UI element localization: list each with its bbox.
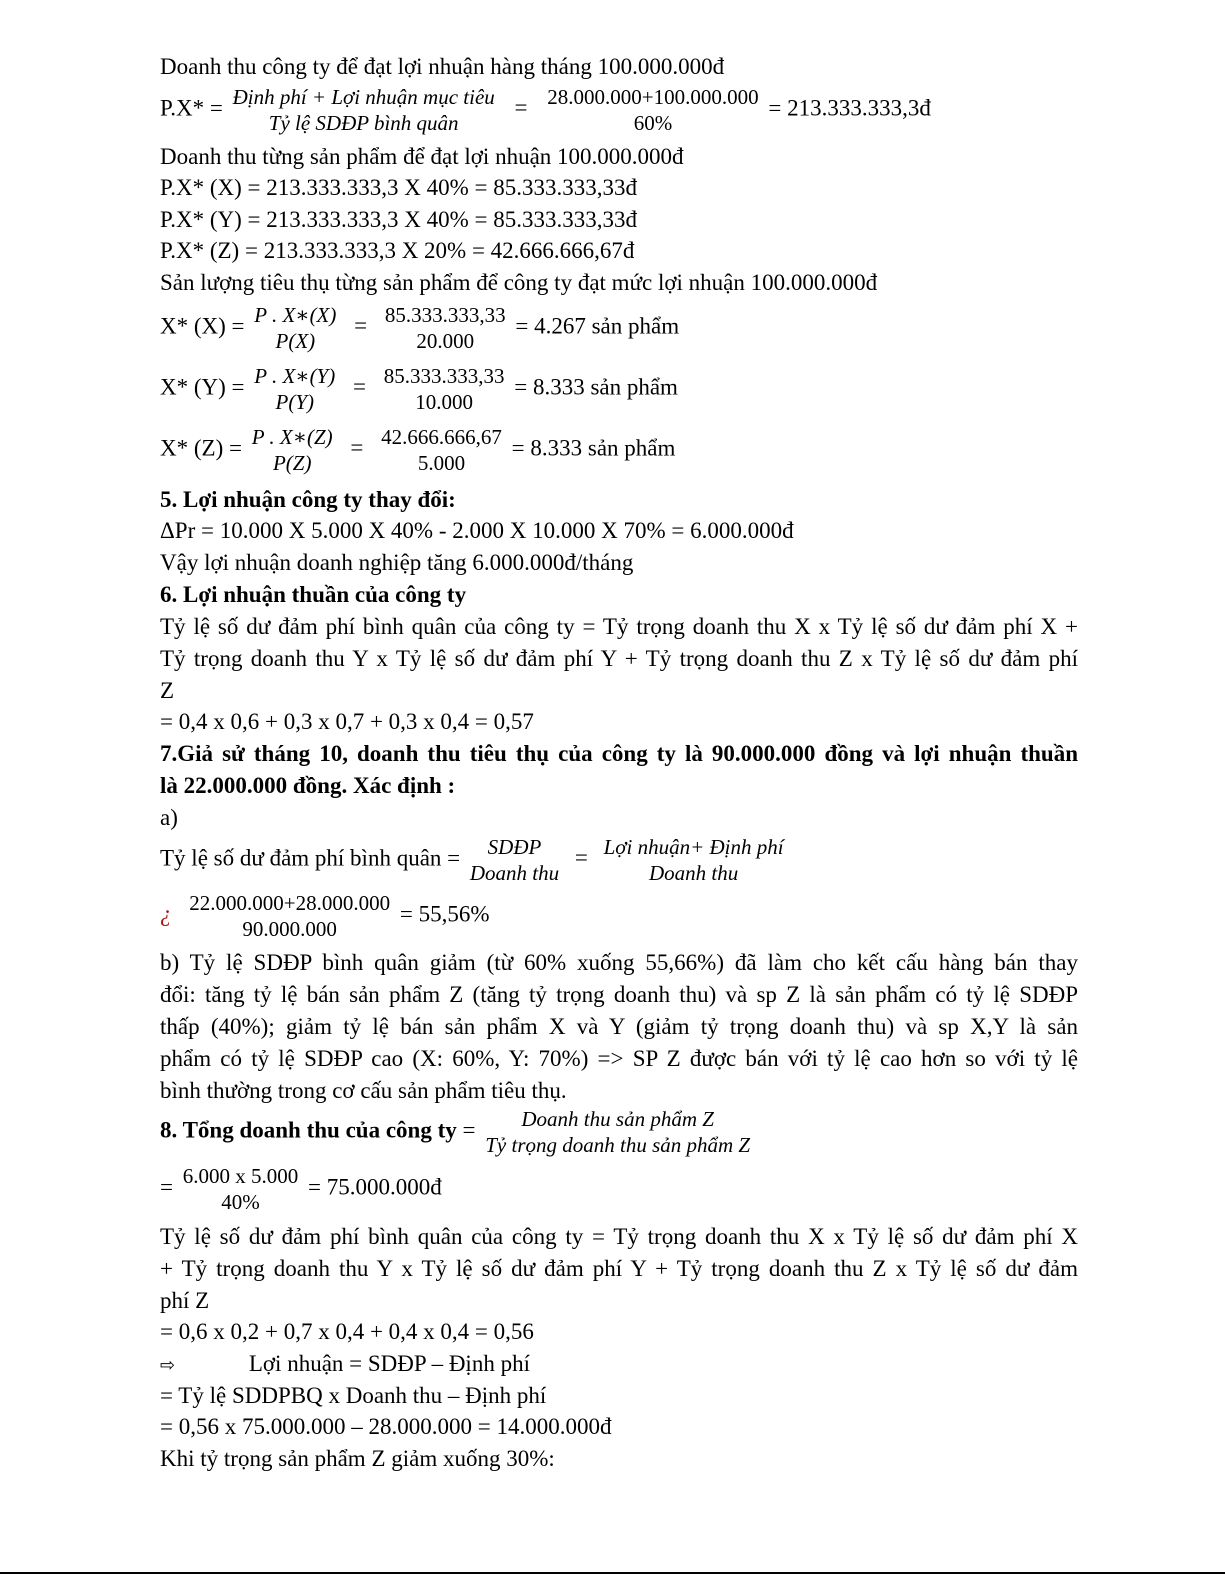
equals-sign: = bbox=[574, 845, 588, 871]
formula-lhs: X* (Z) = bbox=[160, 435, 242, 461]
paragraph-line: Khi tỷ trọng sản phẩm Z giảm xuống 30%: bbox=[160, 1446, 555, 1471]
numerator: SDĐP bbox=[487, 835, 542, 859]
paragraph-line: + Tỷ trọng doanh thu Y x Tỷ lệ số dư đảm phí Y + Tỷ trọng doanh thu Z x Tỷ lệ số dư đảm bbox=[160, 1256, 1078, 1281]
equals-sign: = bbox=[462, 1117, 476, 1143]
formula-lhs: X* (Y) = bbox=[160, 374, 245, 400]
denominator: Doanh thu bbox=[469, 861, 560, 885]
fraction bbox=[547, 84, 758, 136]
formula-quantity-z: X* (Z) = P . X∗(Z) P(Z) = 42.666.666,67 5.000 = 8.333 sản phẩm bbox=[160, 425, 676, 475]
text-line: P.X* (X) = 213.333.333,3 X 40% = 85.333.333,33đ bbox=[160, 175, 637, 200]
text-line: P.X* (Y) = 213.333.333,3 X 40% = 85.333.333,33đ bbox=[160, 207, 637, 232]
paragraph-line: = 0,4 x 0,6 + 0,3 x 0,7 + 0,3 x 0,4 = 0,57 bbox=[160, 709, 534, 734]
text-line: a) bbox=[160, 805, 178, 830]
formula-lhs: Tỷ lệ số dư đảm phí bình quân = bbox=[160, 845, 461, 871]
paragraph-line: phí Z bbox=[160, 1288, 210, 1313]
fraction bbox=[254, 302, 336, 354]
formula-quantity-y: X* (Y) = P . X∗(Y) P(Y) = 85.333.333,33 10.000 = 8.333 sản phẩm bbox=[160, 364, 678, 414]
formula-lhs: P.X* = bbox=[160, 95, 223, 121]
fraction bbox=[385, 302, 506, 354]
section-heading-7: 7.Giả sử tháng 10, doanh thu tiêu thụ của công ty là 90.000.000 đồng và lợi nhuận thuần bbox=[160, 741, 1078, 766]
fraction bbox=[470, 834, 559, 886]
formula-avg-cm-ratio-calc bbox=[160, 890, 489, 942]
formula-result: = 75.000.000đ bbox=[307, 1174, 442, 1200]
numerator: Lợi nhuận+ Định phí bbox=[603, 835, 784, 859]
paragraph-line: Tỷ trọng doanh thu Y x Tỷ lệ số dư đảm phí Y + Tỷ trọng doanh thu Z x Tỷ lệ số dư đảm phí bbox=[160, 646, 1078, 671]
paragraph-line: Z bbox=[160, 678, 175, 703]
paragraph-line: Tỷ lệ số dư đảm phí bình quân của công ty = Tỷ trọng doanh thu X x Tỷ lệ số dư đảm phí X + bbox=[160, 614, 1078, 639]
paragraph-line: = 0,56 x 75.000.000 – 28.000.000 = 14.000.000đ bbox=[160, 1414, 612, 1439]
paragraph-line: = Tỷ lệ SDDPBQ x Doanh thu – Định phí bbox=[160, 1383, 547, 1408]
fraction bbox=[254, 363, 335, 415]
formula-avg-cm-ratio bbox=[160, 834, 788, 886]
numerator: Doanh thu sản phẩm Z bbox=[521, 1107, 714, 1131]
text-line: Doanh thu từng sản phẩm để đạt lợi nhuận 100.000.000đ bbox=[160, 144, 684, 169]
section-heading-7-cont: là 22.000.000 đồng. Xác định : bbox=[160, 773, 456, 798]
numerator: P . X∗(X) bbox=[254, 303, 337, 327]
fraction bbox=[252, 424, 333, 476]
page-bottom-rule bbox=[0, 1572, 1225, 1574]
fraction bbox=[381, 424, 502, 476]
numerator: P . X∗(Z) bbox=[251, 425, 333, 449]
formula-result: = 213.333.333,3đ bbox=[768, 95, 931, 121]
denominator: 40% bbox=[221, 1190, 260, 1214]
numerator: 22.000.000+28.000.000 bbox=[189, 891, 391, 915]
denominator: Doanh thu bbox=[648, 861, 739, 885]
arrow-line-text: Lợi nhuận = SDĐP – Định phí bbox=[248, 1351, 530, 1376]
fraction bbox=[604, 834, 784, 886]
numerator: 6.000 x 5.000 bbox=[182, 1164, 299, 1188]
equals-sign: = bbox=[160, 1174, 173, 1200]
fraction bbox=[485, 1106, 750, 1158]
denominator: 60% bbox=[633, 111, 673, 135]
paragraph-line: b) Tỷ lệ SDĐP bình quân giảm (từ 60% xuống 55,66%) đã làm cho kết cấu hàng bán thay bbox=[160, 950, 1078, 975]
paragraph-line: thấp (40%); giảm tỷ lệ bán sản phẩm X và Y (giảm tỷ trọng doanh thu) và sp X,Y là sản bbox=[160, 1014, 1078, 1039]
numerator: 85.333.333,33 bbox=[383, 364, 505, 388]
formula-total-revenue bbox=[160, 1106, 754, 1158]
denominator: Tỷ trọng doanh thu sản phẩm Z bbox=[485, 1133, 751, 1157]
text-line: ΔPr = 10.000 X 5.000 X 40% - 2.000 X 10.000 X 70% = 6.000.000đ bbox=[160, 518, 794, 543]
denominator: 90.000.000 bbox=[242, 917, 337, 941]
denominator: 10.000 bbox=[415, 390, 473, 414]
denominator: P(Y) bbox=[275, 390, 314, 414]
fraction bbox=[233, 84, 495, 136]
formula-quantity-x: X* (X) = P . X∗(X) P(X) = 85.333.333,33 20.000 = 4.267 sản phẩm bbox=[160, 303, 680, 353]
formula-lhs: X* (X) = bbox=[160, 313, 245, 339]
fraction bbox=[384, 363, 505, 415]
denominator: P(X) bbox=[275, 329, 316, 353]
formula-result: = 8.333 sản phẩm bbox=[514, 374, 678, 400]
formula-total-revenue-calc bbox=[160, 1163, 442, 1215]
arrow-line bbox=[160, 1349, 530, 1381]
fraction bbox=[183, 1163, 299, 1215]
paragraph-line: = 0,6 x 0,2 + 0,7 x 0,4 + 0,4 x 0,4 = 0,56 bbox=[160, 1319, 534, 1344]
arrow-icon: ⇨ bbox=[160, 1355, 176, 1376]
formula-result: = 8.333 sản phẩm bbox=[511, 435, 676, 461]
section-heading-6: 6. Lợi nhuận thuần của công ty bbox=[160, 582, 467, 607]
numerator: 85.333.333,33 bbox=[384, 303, 506, 327]
denominator: 20.000 bbox=[416, 329, 475, 353]
text-line: Vậy lợi nhuận doanh nghiệp tăng 6.000.000đ/tháng bbox=[160, 550, 634, 575]
equals-sign: = bbox=[514, 95, 528, 121]
paragraph-line: phẩm có tỷ lệ SDĐP cao (X: 60%, Y: 70%) => SP Z được bán với tỷ lệ cao hơn so với tỷ lệ bbox=[160, 1046, 1078, 1071]
fraction bbox=[189, 890, 390, 942]
numerator: Định phí + Lợi nhuận mục tiêu bbox=[232, 85, 495, 109]
formula-result: = 55,56% bbox=[399, 901, 490, 927]
numerator: 42.666.666,67 bbox=[381, 425, 502, 449]
denominator: 5.000 bbox=[417, 451, 466, 475]
formula-result: = 4.267 sản phẩm bbox=[515, 313, 680, 339]
text-line: Sản lượng tiêu thụ từng sản phẩm để công ty đạt mức lợi nhuận 100.000.000đ bbox=[160, 270, 878, 295]
section-heading-8: 8. Tổng doanh thu của công ty bbox=[160, 1117, 457, 1143]
paragraph-line: bình thường trong cơ cấu sản phẩm tiêu thụ. bbox=[160, 1078, 567, 1103]
numerator: 28.000.000+100.000.000 bbox=[547, 85, 759, 109]
denominator: Tỷ lệ SDĐP bình quân bbox=[268, 111, 459, 135]
inverted-question-glyph: ¿ bbox=[160, 901, 172, 927]
numerator: P . X∗(Y) bbox=[254, 364, 336, 388]
formula-target-revenue bbox=[160, 84, 931, 136]
denominator: P(Z) bbox=[272, 451, 312, 475]
paragraph-line: đổi: tăng tỷ lệ bán sản phẩm Z (tăng tỷ trọng doanh thu) và sp Z là sản phẩm có tỷ lệ SDĐP bbox=[160, 982, 1078, 1007]
section-heading-5: 5. Lợi nhuận công ty thay đổi: bbox=[160, 487, 456, 512]
text-line: Doanh thu công ty để đạt lợi nhuận hàng tháng 100.000.000đ bbox=[160, 54, 725, 79]
paragraph-line: Tỷ lệ số dư đảm phí bình quân của công ty = Tỷ trọng doanh thu X x Tỷ lệ số dư đảm phí X bbox=[160, 1224, 1078, 1249]
text-line: P.X* (Z) = 213.333.333,3 X 20% = 42.666.666,67đ bbox=[160, 238, 635, 263]
